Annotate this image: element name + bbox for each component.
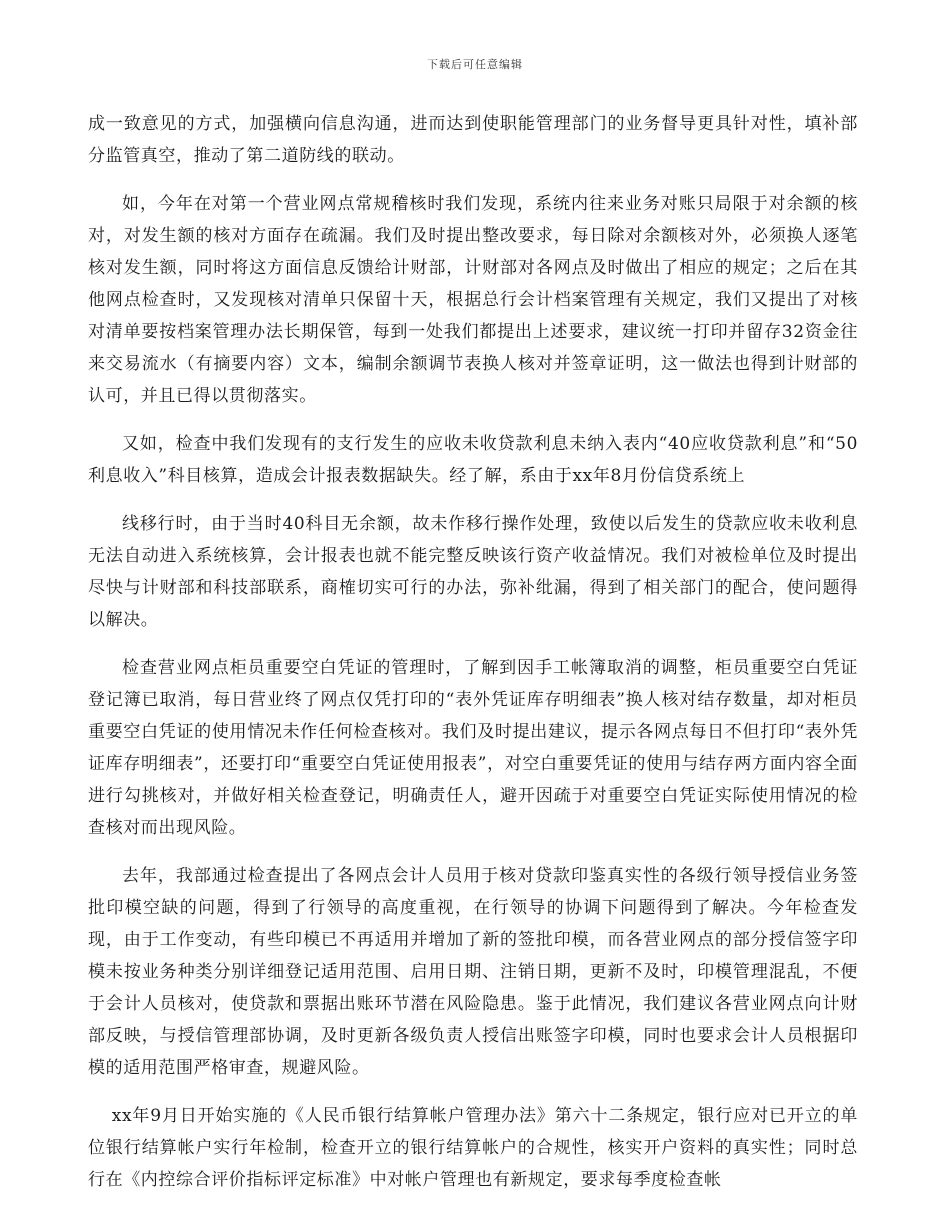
paragraph: 去年，我部通过检查提出了各网点会计人员用于核对贷款印鉴真实性的各级行领导授信业务签批印模空缺的问题，得到了行领导的高度重视，在行领导的协调下问题得到了解决。今年检查发现，由于工作变动，有些印模已不再适用并增加了新的签批印模，而各营业网点的部分授信签字印模未按业务种类分别详细登记适用范围、启用日期、注销日期，更新不及时，印模管理混乱，不便于会计人员核对，使贷款和票据出账环节潜在风险隐患。鉴于此情况，我们建议各营业网点向计财部反映，与授信管理部协调，及时更新各级负责人授信出账签字印模，同时也要求会计人员根据印模的适用范围严格审查，规避风险。 xyxy=(88,866,858,1078)
paragraph: 又如，检查中我们发现有的支行发生的应收未收贷款利息未纳入表内“40应收贷款利息”和“50利息收入”科目核算，造成会计报表数据缺失。经了解，系由于xx年8月份信贷系统上 xyxy=(88,434,858,486)
paragraph: 成一致意见的方式，加强横向信息沟通，进而达到使职能管理部门的业务督导更具针对性，填补部分监管真空，推动了第二道防线的联动。 xyxy=(88,114,858,166)
paragraph: xx年9月日开始实施的《人民币银行结算帐户管理办法》第六十二条规定，银行应对已开立的单位银行结算帐户实行年检制，检查开立的银行结算帐户的合规性，核实开户资料的真实性；同时总行在《内控综合评价指标评定标准》中对帐户管理也有新规定，要求每季度检查帐 xyxy=(88,1106,858,1190)
document-body xyxy=(88,108,858,1212)
page-header: 下载后可任意编辑 xyxy=(427,58,523,71)
paragraph: 如，今年在对第一个营业网点常规稽核时我们发现，系统内往来业务对账只局限于对余额的核对，对发生额的核对方面存在疏漏。我们及时提出整改要求，每日除对余额核对外，必须换人逐笔核对发生额，同时将这方面信息反馈给计财部，计财部对各网点及时做出了相应的规定；之后在其他网点检查时，又发现核对清单只保留十天，根据总行会计档案管理有关规定，我们又提出了对核对清单要按档案管理办法长期保管，每到一处我们都提出上述要求，建议统一打印并留存32资金往来交易流水（有摘要内容）文本，编制余额调节表换人核对并签章证明，这一做法也得到计财部的认可，并且已得以贯彻落实。 xyxy=(88,194,858,406)
paragraph: 检查营业网点柜员重要空白凭证的管理时，了解到因手工帐簿取消的调整，柜员重要空白凭证登记簿已取消，每日营业终了网点仅凭打印的“表外凭证库存明细表”换人核对结存数量，却对柜员重要空白凭证的使用情况未作任何检查核对。我们及时提出建议，提示各网点每日不但打印“表外凭证库存明细表”，还要打印“重要空白凭证使用报表”，对空白重要凭证的使用与结存两方面内容全面进行勾挑核对，并做好相关检查登记，明确责任人，避开因疏于对重要空白凭证实际使用情况的检查核对而出现风险。 xyxy=(88,658,858,838)
paragraph: 线移行时，由于当时40科目无余额，故未作移行操作处理，致使以后发生的贷款应收未收利息无法自动进入系统核算，会计报表也就不能完整反映该行资产收益情况。我们对被检单位及时提出尽快与计财部和科技部联系，商榷切实可行的办法，弥补纰漏，得到了相关部门的配合，使问题得以解决。 xyxy=(88,514,858,630)
